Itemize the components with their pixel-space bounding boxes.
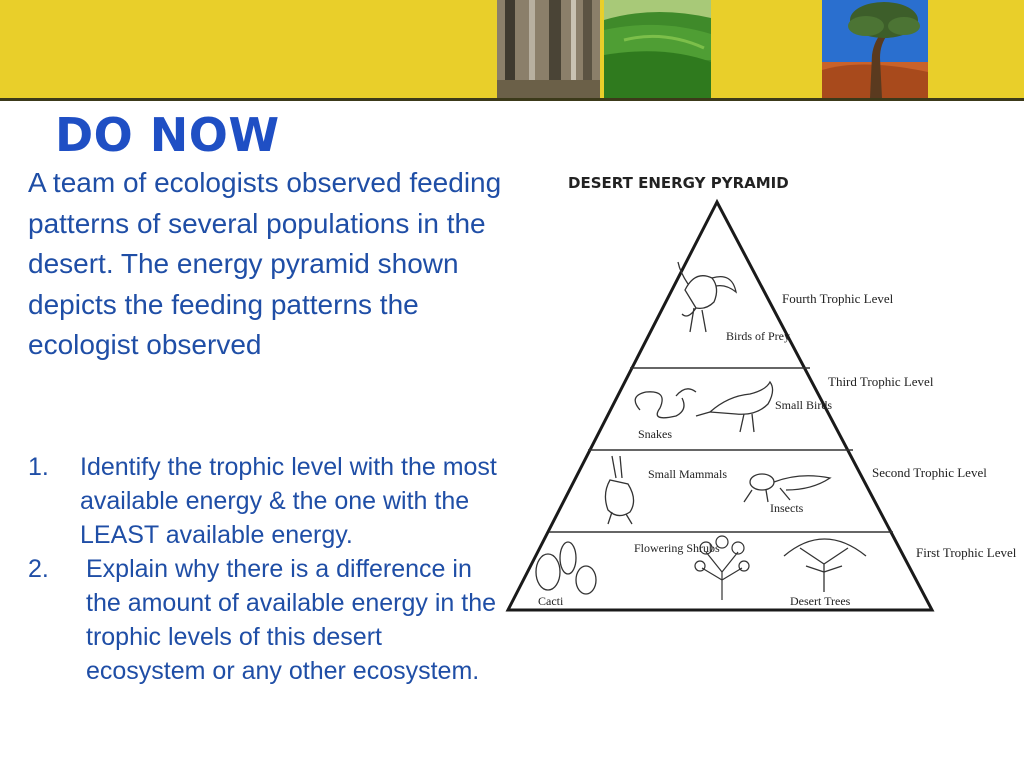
organism-label: Insects <box>770 501 804 515</box>
organism-label: Snakes <box>638 427 672 441</box>
question-number: 2. <box>28 555 49 583</box>
question-list <box>28 450 508 688</box>
trophic-level-label: Fourth Trophic Level <box>782 291 894 306</box>
trophic-level-label: First Trophic Level <box>916 545 1017 560</box>
header-divider <box>0 98 1024 101</box>
snake-icon <box>635 389 696 418</box>
pyramid-title: DESERT ENERGY PYRAMID <box>568 174 789 192</box>
small-mammal-icon <box>605 456 633 524</box>
forest-photo <box>497 0 600 98</box>
question-text: Identify the trophic level with the most available energy & the one with the LEAST available energy. <box>80 453 497 549</box>
level-dividers <box>549 368 893 532</box>
do-now-prompt: A team of ecologists observed feeding patterns of several populations in the desert. The energy pyramid shown depicts the feeding patterns the ecologist observed <box>28 167 502 360</box>
trophic-level-label: Third Trophic Level <box>828 374 934 389</box>
desert-energy-pyramid <box>500 160 1024 620</box>
pyramid-outline <box>508 202 932 610</box>
level-3 <box>635 374 934 441</box>
organism-label: Cacti <box>538 594 564 608</box>
organism-label: Flowering Shrubs <box>634 541 720 555</box>
question-text: Explain why there is a difference in the amount of available energy in the trophic levels of this desert ecosystem or any other ecosystem. <box>86 555 496 685</box>
level-4 <box>678 262 894 343</box>
bird-of-prey-icon <box>678 262 736 332</box>
organism-label: Small Birds <box>775 398 833 412</box>
organism-label: Desert Trees <box>790 594 851 608</box>
question-item <box>28 552 508 688</box>
level-1 <box>536 536 1017 608</box>
level-2 <box>605 456 987 524</box>
organism-label: Small Mammals <box>648 467 727 481</box>
cactus-icon <box>536 542 596 594</box>
desert-tree-icon <box>784 539 866 592</box>
trophic-level-label: Second Trophic Level <box>872 465 987 480</box>
desert-tree-photo <box>822 0 928 98</box>
grassland-photo <box>604 0 711 98</box>
slide-title: DO NOW <box>55 108 280 162</box>
question-number: 1. <box>28 453 49 481</box>
insect-icon <box>744 474 830 502</box>
organism-label: Birds of Prey <box>726 329 790 343</box>
small-bird-icon <box>696 382 773 432</box>
question-item <box>28 450 508 552</box>
